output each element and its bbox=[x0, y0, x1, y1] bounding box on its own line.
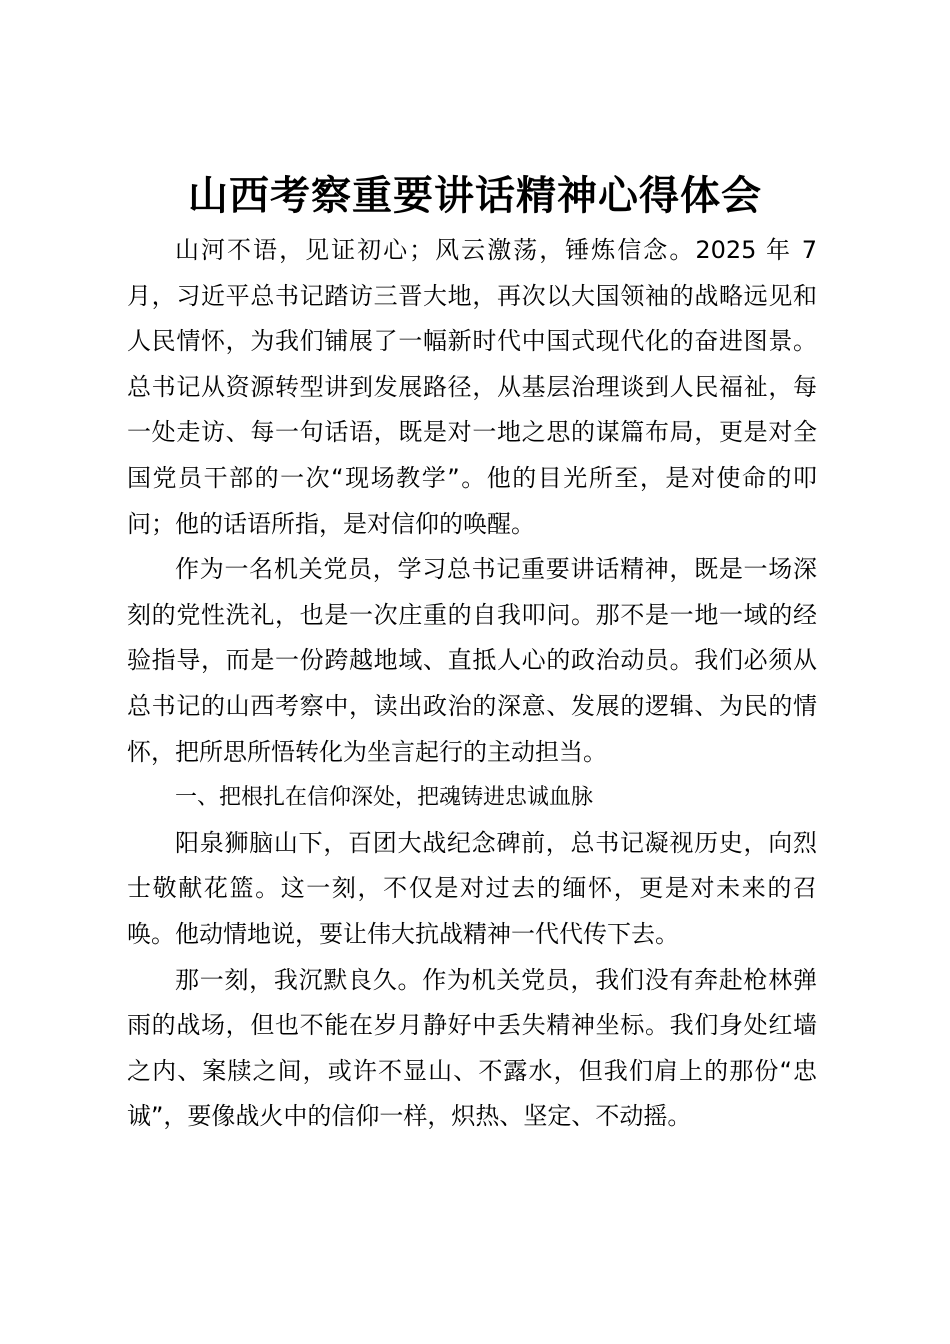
document-title: 山西考察重要讲话精神心得体会 bbox=[188, 172, 762, 219]
document-body bbox=[127, 228, 817, 1140]
paragraph-reflection: 作为一名机关党员，学习总书记重要讲话精神，既是一场深刻的党性洗礼，也是一次庄重的自我叩问。那不是一地一域的经验指导，而是一份跨越地域、直抵人心的政治动员。我们必须从总书记的山西考察中，读出政治的深意、发展的逻辑、为民的情怀，把所思所悟转化为坐言起行的主动担当。 bbox=[127, 555, 817, 766]
paragraph-section-2: 那一刻，我沉默良久。作为机关党员，我们没有奔赴枪林弹雨的战场，但也不能在岁月静好中丢失精神坐标。我们身处红墙之内、案牍之间，或许不显山、不露水，但我们肩上的那份“忠诚”，要像战火中的信仰一样，炽热、坚定、不动摇。 bbox=[127, 965, 817, 1131]
paragraph-intro: 山河不语，见证初心；风云激荡，锤炼信念。2025 年 7 月，习近平总书记踏访三晋大地，再次以大国领袖的战略远见和人民情怀，为我们铺展了一幅新时代中国式现代化的奋进图景。总书记从资源转型讲到发展路径，从基层治理谈到人民福祉，每一处走访、每一句话语，既是对一地之思的谋篇布局，更是对全国党员干部的一次“现场教学”。他的目光所至，是对使命的叩问；他的话语所指，是对信仰的唤醒。 bbox=[127, 236, 817, 538]
section-heading: 一、把根扎在信仰深处，把魂铸进忠诚血脉 bbox=[175, 785, 594, 811]
paragraph-section-1: 阳泉狮脑山下，百团大战纪念碑前，总书记凝视历史，向烈士敬献花篮。这一刻，不仅是对过去的缅怀，更是对未来的召唤。他动情地说，要让伟大抗战精神一代代传下去。 bbox=[127, 828, 817, 948]
